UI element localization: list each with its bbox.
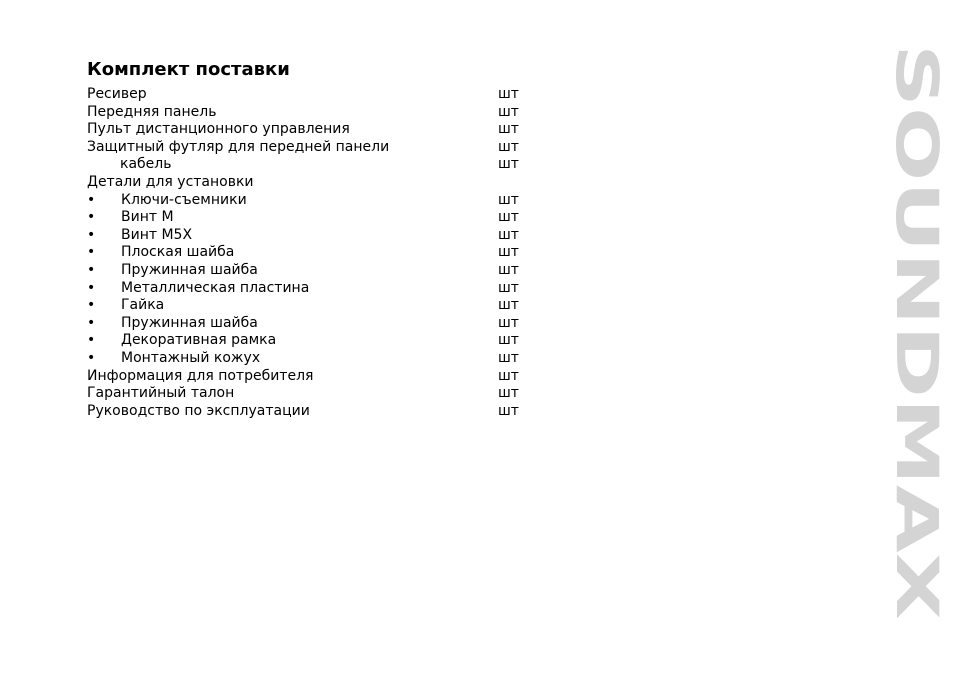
item-unit: шт (498, 121, 519, 138)
bullet-marker: • (87, 297, 96, 314)
brand-logo (883, 42, 951, 622)
soundmax-logo-svg (883, 42, 951, 622)
item-unit: шт (498, 86, 519, 102)
item-label: Декоративная рамка (121, 332, 277, 349)
bullet-marker: • (87, 261, 96, 278)
list-item (87, 350, 527, 368)
item-label: Винт М (121, 209, 174, 226)
list-item (87, 192, 527, 210)
item-unit: шт (498, 367, 519, 384)
list-item (87, 121, 527, 139)
item-unit: шт (498, 385, 519, 402)
item-label: Пружинная шайба (121, 314, 258, 331)
list-item (87, 244, 527, 262)
bullet-marker: • (87, 332, 96, 349)
item-label: Монтажный кожух (121, 349, 261, 366)
item-unit: шт (498, 209, 519, 226)
list-item (87, 280, 527, 298)
list-item (87, 104, 527, 122)
bullet-marker: • (87, 244, 96, 261)
bullet-marker: • (87, 279, 96, 296)
item-unit: шт (498, 349, 519, 366)
bullet-marker: • (87, 349, 96, 366)
bullet-marker: • (87, 314, 96, 331)
list-item (87, 139, 527, 157)
item-unit: шт (498, 244, 519, 261)
item-label: Плоская шайба (121, 244, 235, 261)
item-unit: шт (498, 138, 519, 155)
list-item (87, 227, 527, 245)
item-unit: шт (498, 314, 519, 331)
item-label: Металлическая пластина (121, 279, 310, 296)
package-contents-list (87, 86, 527, 420)
list-item (87, 315, 527, 333)
bullet-marker: • (87, 191, 96, 208)
item-unit: шт (498, 226, 519, 243)
item-label: Гайка (121, 297, 165, 314)
list-item (87, 332, 527, 350)
soundmax-logo-text: SOUNDMAX (883, 44, 951, 427)
item-label: кабель (120, 156, 172, 173)
list-item (87, 403, 527, 421)
list-item (87, 156, 527, 174)
bullet-marker: • (87, 209, 96, 226)
item-label: Пружинная шайба (121, 261, 258, 278)
list-item (87, 368, 527, 386)
item-label: Винт М5Х (121, 226, 193, 243)
item-label: Гарантийный талон (87, 385, 235, 402)
item-unit: шт (498, 297, 519, 314)
page-title: Комплект поставки (87, 59, 290, 81)
item-label: Передняя панель (87, 103, 217, 120)
item-unit: шт (498, 332, 519, 349)
item-unit: шт (498, 191, 519, 208)
item-label: Ресивер (87, 86, 147, 102)
item-unit: шт (498, 103, 519, 120)
list-item (87, 262, 527, 280)
item-unit: шт (498, 261, 519, 278)
item-label: Детали для установки (87, 173, 254, 190)
item-label: Ключи-съемники (121, 191, 247, 208)
list-item (87, 209, 527, 227)
item-unit: шт (498, 279, 519, 296)
item-label: Руководство по эксплуатации (87, 402, 310, 419)
item-unit: шт (498, 156, 519, 173)
list-item (87, 385, 527, 403)
item-unit: шт (498, 402, 519, 419)
item-label: Защитный футляр для передней панели (87, 138, 390, 155)
bullet-marker: • (87, 226, 96, 243)
item-label: Пульт дистанционного управления (87, 121, 350, 138)
list-item (87, 297, 527, 315)
item-label: Информация для потребителя (87, 367, 314, 384)
list-item (87, 174, 527, 192)
list-item (87, 86, 527, 104)
